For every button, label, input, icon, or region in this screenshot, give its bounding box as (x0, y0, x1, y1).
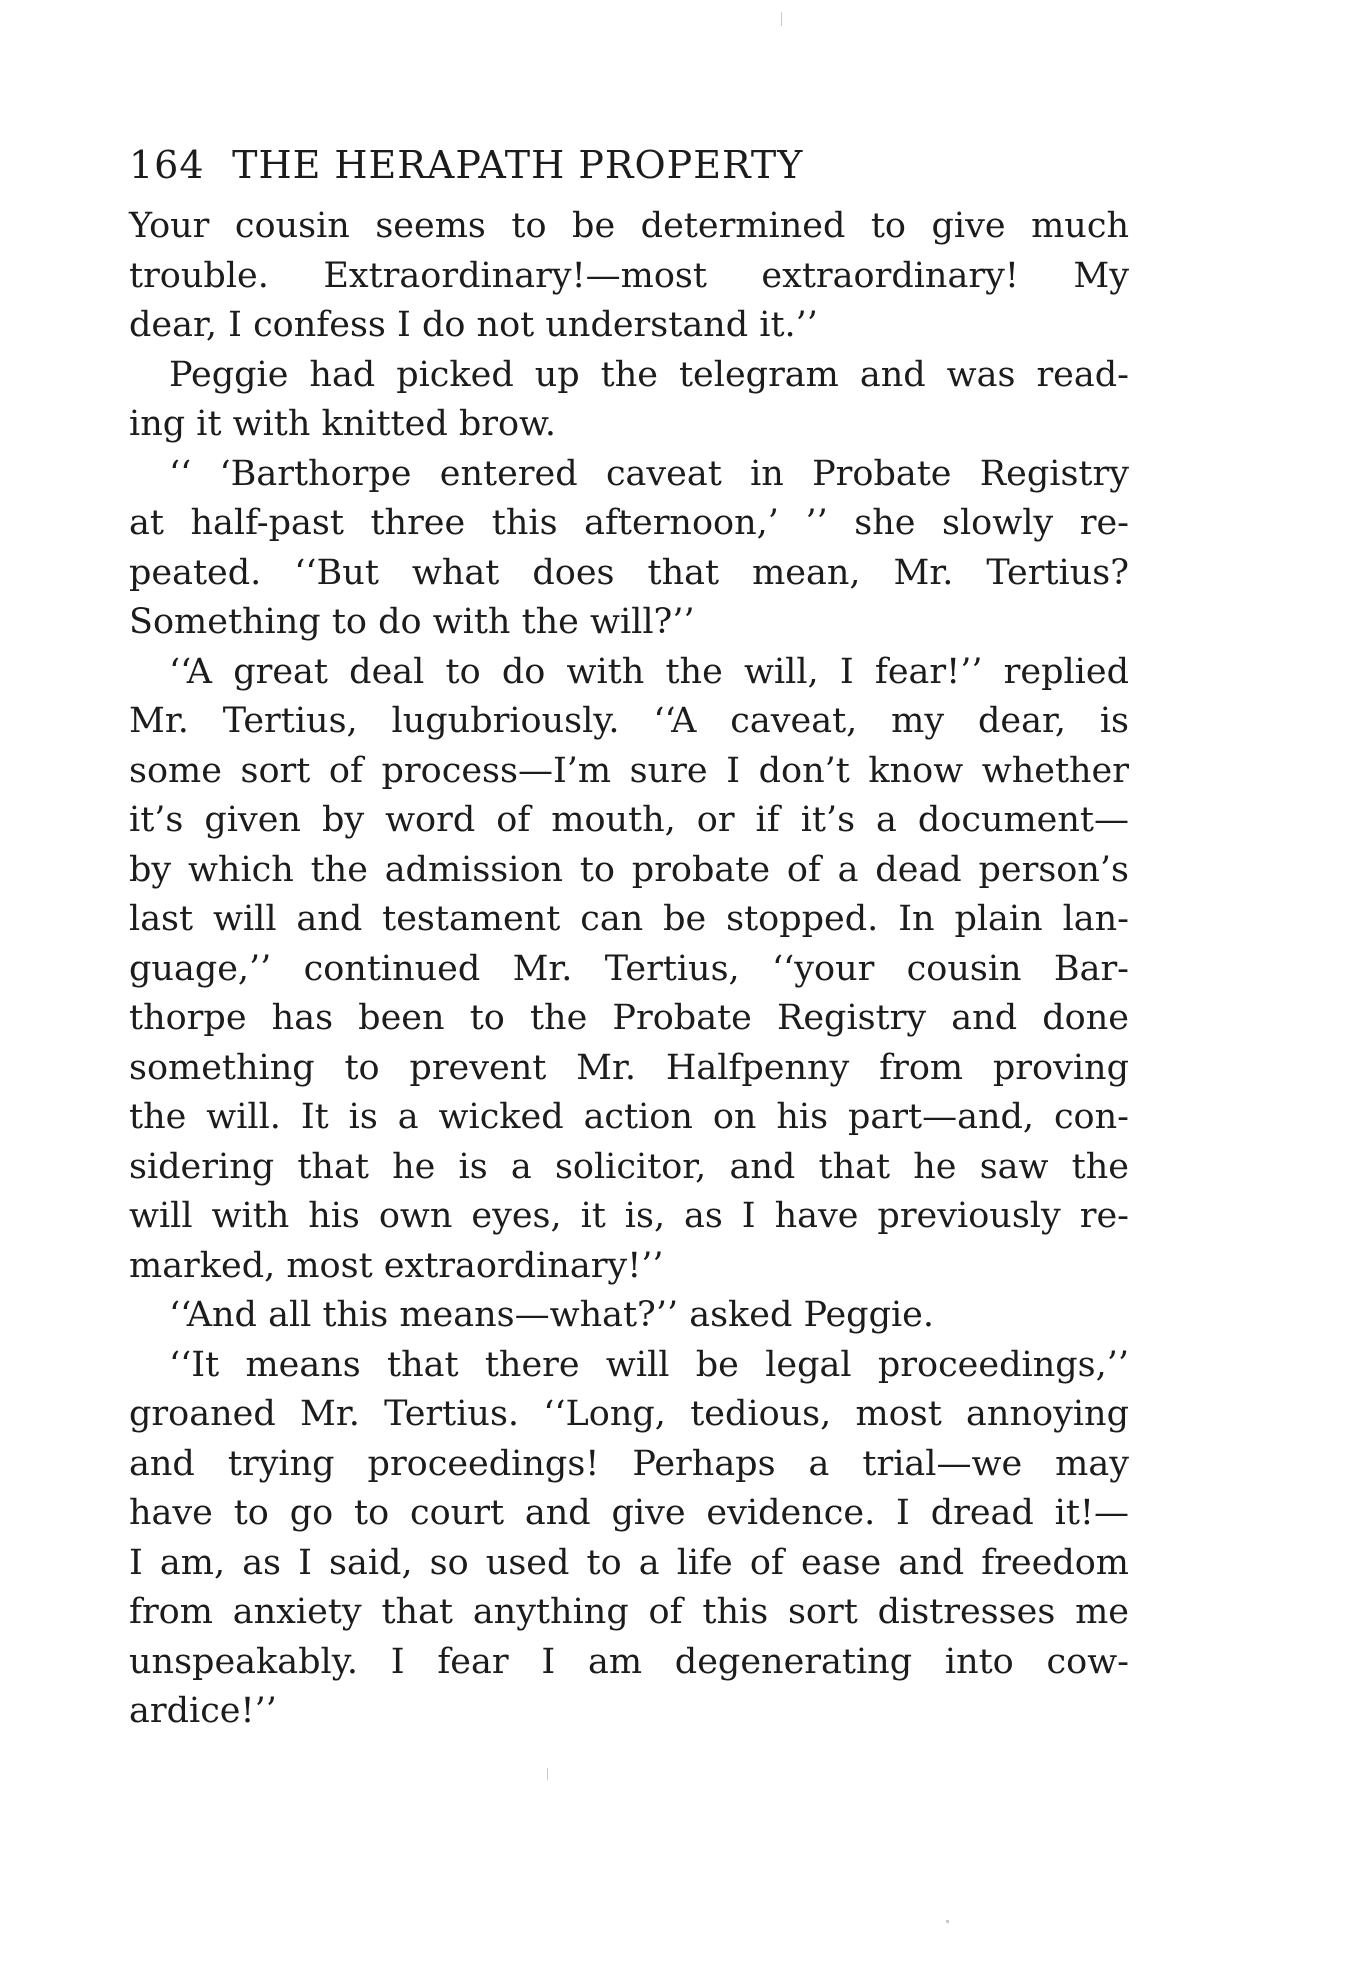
text-line: and trying proceedings! Perhaps a trial—we may (129, 1443, 1129, 1484)
text-line: guage,’’ continued Mr. Tertius, ‘‘your cousin Bar- (129, 948, 1129, 989)
text-line: ‘‘And all this means—what?’’ asked Peggie. (169, 1295, 935, 1335)
text-line: sidering that he is a solicitor, and that he saw the (129, 1146, 1129, 1187)
text-line: ‘‘ ‘Barthorpe entered caveat in Probate Registry (169, 453, 1129, 494)
text-line: Something to do with the will?’’ (129, 602, 695, 642)
text-line: at half-past three this afternoon,’ ’’ she slowly re- (129, 503, 1129, 543)
text-line: the will. It is a wicked action on his part—and, con- (129, 1097, 1129, 1137)
text-line: ardice!’’ (129, 1691, 277, 1731)
text-line: thorpe has been to the Probate Registry and done (129, 998, 1129, 1038)
text-line: I am, as I said, so used to a life of ease and freedom (129, 1542, 1129, 1583)
text-line: ‘‘It means that there will be legal proceedings,’’ (169, 1344, 1129, 1385)
text-line: last will and testament can be stopped. In plain lan- (129, 899, 1129, 939)
text-line: Your cousin seems to be determined to give much (129, 206, 1129, 246)
text-line: Peggie had picked up the telegram and was read- (169, 354, 1129, 395)
text-line: some sort of process—I’m sure I don’t know whether (129, 750, 1129, 791)
text-line: something to prevent Mr. Halfpenny from proving (129, 1047, 1129, 1088)
scan-speck-bottom (547, 1768, 548, 1780)
text-line: groaned Mr. Tertius. ‘‘Long, tedious, most annoying (129, 1394, 1129, 1434)
text-line: it’s given by word of mouth, or if it’s a document— (129, 800, 1129, 840)
text-line: trouble. Extraordinary!—most extraordinary! My (129, 255, 1129, 296)
running-header (129, 135, 1129, 195)
scan-speck-corner (946, 1920, 949, 1923)
text-line: will with his own eyes, it is, as I have previously re- (129, 1196, 1129, 1236)
page-number: 164 (129, 143, 205, 187)
text-line: Mr. Tertius, lugubriously. ‘‘A caveat, my dear, is (129, 701, 1129, 741)
body-text (129, 202, 1129, 1737)
text-line: ing it with knitted brow. (129, 404, 556, 444)
text-line: peated. ‘‘But what does that mean, Mr. Tertius? (129, 552, 1129, 593)
text-line: unspeakably. I fear I am degenerating into cow- (129, 1641, 1129, 1682)
scan-speck-top (781, 12, 782, 26)
text-line: marked, most extraordinary!’’ (129, 1245, 664, 1286)
text-line: dear, I confess I do not understand it.’’ (129, 305, 818, 345)
text-line: ‘‘A great deal to do with the will, I fear!’’ replied (169, 651, 1129, 692)
text-line: by which the admission to probate of a dead person’s (129, 849, 1129, 890)
text-line: have to go to court and give evidence. I dread it!— (129, 1493, 1129, 1533)
text-line: from anxiety that anything of this sort distresses me (129, 1592, 1129, 1632)
running-title: THE HERAPATH PROPERTY (232, 143, 804, 187)
